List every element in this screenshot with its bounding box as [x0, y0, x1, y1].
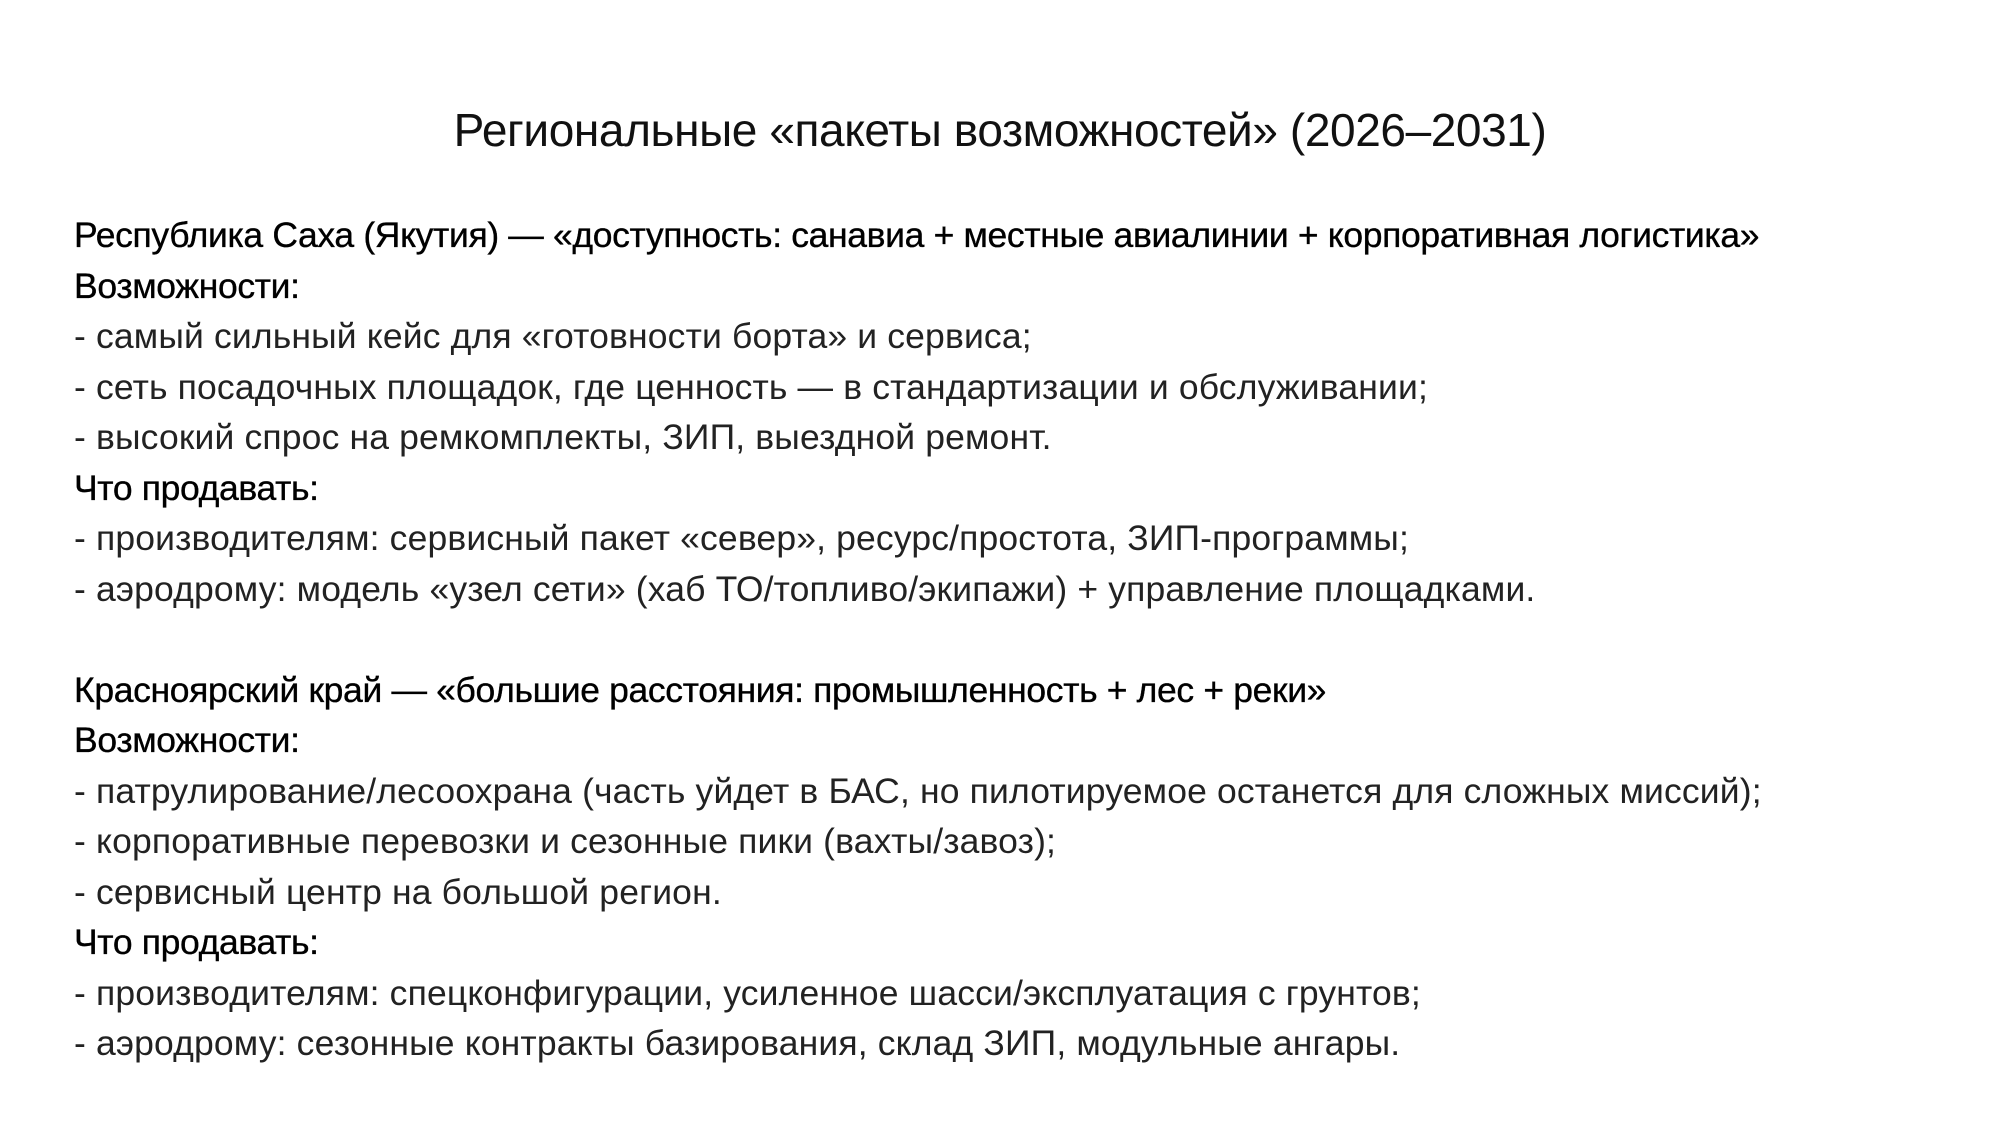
- opportunity-item: - корпоративные перевозки и сезонные пики (вахты/завоз);: [74, 821, 1057, 861]
- sell-item: - аэродрому: сезонные контракты базирования, склад ЗИП, модульные ангары.: [74, 1023, 1401, 1063]
- section-heading: Красноярский край — «большие расстояния: промышленность + лес + реки»: [74, 669, 1327, 710]
- sell-item: - производителям: спецконфигурации, усиленное шасси/эксплуатация с грунтов;: [74, 972, 1421, 1013]
- section-spacer: [74, 614, 1954, 665]
- sell-item: - аэродрому: модель «узел сети» (хаб ТО/топливо/экипажи) + управление площадками.: [74, 568, 1536, 609]
- opportunities-label: Возможности:: [74, 720, 300, 760]
- sell-label: Что продавать:: [74, 467, 319, 508]
- section-heading: Республика Саха (Якутия) — «доступность: санавиа + местные авиалинии + корпоративная логистика»: [74, 215, 1760, 255]
- opportunity-item: - самый сильный кейс для «готовности борта» и сервиса;: [74, 316, 1032, 356]
- slide-title: Региональные «пакеты возможностей» (2026–2031): [453, 104, 1547, 156]
- sell-item: - производителям: сервисный пакет «север», ресурс/простота, ЗИП-программы;: [74, 518, 1409, 558]
- opportunity-item: - сервисный центр на большой регион.: [74, 871, 722, 912]
- region-section-sakha: [74, 210, 1954, 614]
- opportunities-label: Возможности:: [74, 265, 300, 306]
- opportunity-item: - патрулирование/лесоохрана (часть уйдет в БАС, но пилотируемое останется для сложных миссий);: [74, 770, 1762, 811]
- slide-content: [74, 210, 1954, 1069]
- opportunity-item: - высокий спрос на ремкомплекты, ЗИП, выездной ремонт.: [74, 417, 1052, 457]
- opportunity-item: - сеть посадочных площадок, где ценность — в стандартизации и обслуживании;: [74, 366, 1428, 407]
- region-section-krasnoyarsk: [74, 665, 1954, 1069]
- sell-label: Что продавать:: [74, 922, 319, 962]
